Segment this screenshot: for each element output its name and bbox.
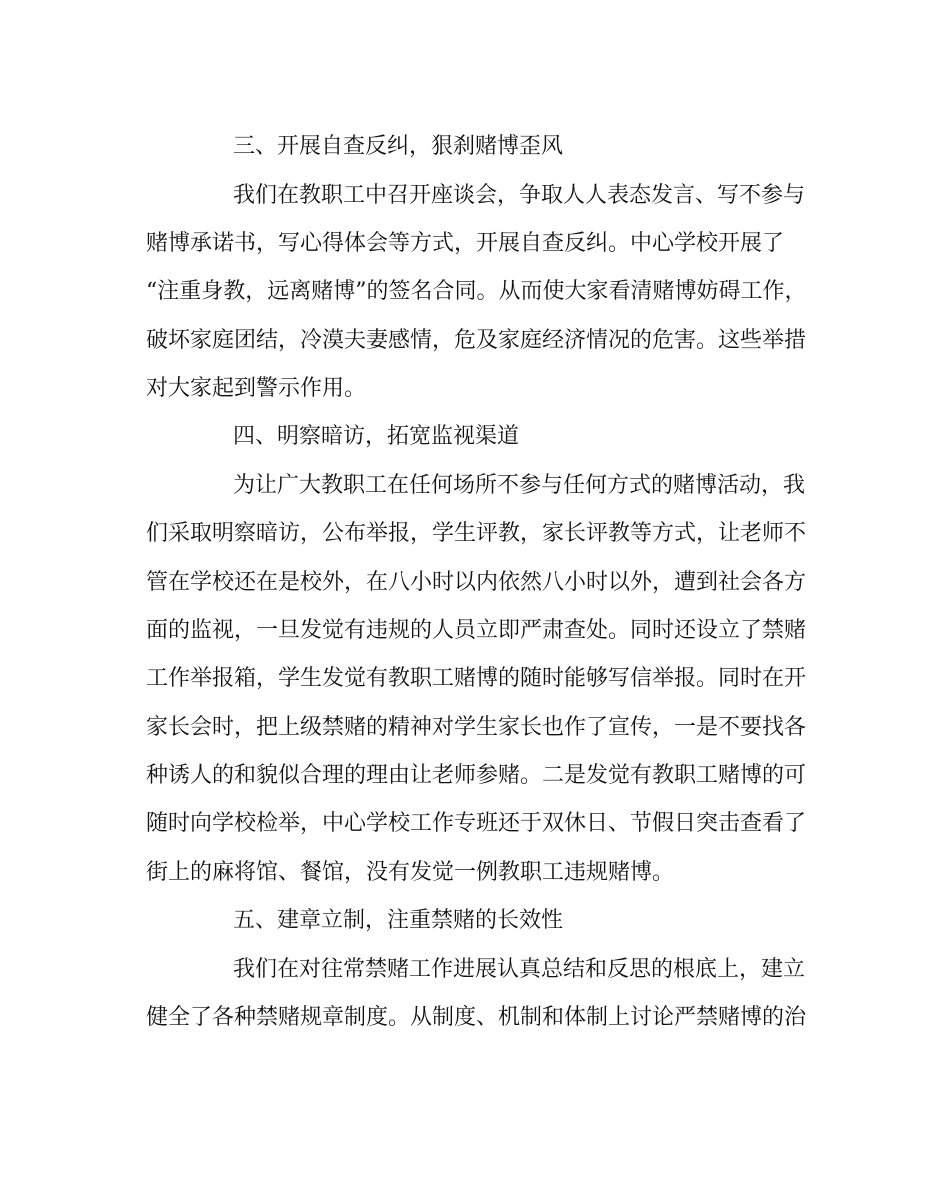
paragraph-line: 赌博承诺书，写心得体会等方式，开展自查反纠。中心学校开展了 <box>146 231 785 256</box>
paragraph-line: 家长会时，把上级禁赌的精神对学生家长也作了宣传，一是不要找各 <box>146 715 807 740</box>
paragraph-line: 随时向学校检举，中心学校工作专班还于双休日、节假日突击查看了 <box>146 811 807 836</box>
paragraph-line: 种诱人的和貌似合理的理由让老师参赌。二是发觉有教职工赌博的可 <box>146 763 807 788</box>
paragraph-line: 管在学校还在是校外，在八小时以内依然八小时以外，遭到社会各方 <box>146 570 807 595</box>
paragraph-line: 对大家起到警示作用。 <box>146 376 367 401</box>
paragraph-line: 面的监视，一旦发觉有违规的人员立即严肃查处。同时还设立了禁赌 <box>146 618 807 643</box>
paragraph-line: 街上的麻将馆、餐馆，没有发觉一例教职工违规赌博。 <box>146 860 675 885</box>
paragraph-line: 健全了各种禁赌规章制度。从制度、机制和体制上讨论严禁赌博的治 <box>146 1005 807 1030</box>
paragraph-line: 破坏家庭团结，冷漠夫妻感情，危及家庭经济情况的危害。这些举措 <box>146 328 807 353</box>
paragraph-line: 为让广大教职工在任何场所不参与任何方式的赌博活动，我 <box>233 473 806 498</box>
paragraph-line: 们采取明察暗访，公布举报，学生评教，家长评教等方式，让老师不 <box>146 521 807 546</box>
section-heading-4: 四、明察暗访，拓宽监视渠道 <box>233 424 520 449</box>
section-heading-5: 五、建章立制，注重禁赌的长效性 <box>233 908 564 933</box>
paragraph-line: “注重身教，远离赌博”的签名合同。从而使大家看清赌博妨碍工作， <box>146 279 807 304</box>
paragraph-line: 我们在教职工中召开座谈会，争取人人表态发言、写不参与 <box>233 183 806 208</box>
paragraph-line: 我们在对往常禁赌工作进展认真总结和反思的根底上，建立 <box>233 957 806 982</box>
paragraph-line: 工作举报箱，学生发觉有教职工赌博的随时能够写信举报。同时在开 <box>146 666 807 691</box>
section-heading-3: 三、开展自查反纠，狠刹赌博歪风 <box>233 134 564 159</box>
